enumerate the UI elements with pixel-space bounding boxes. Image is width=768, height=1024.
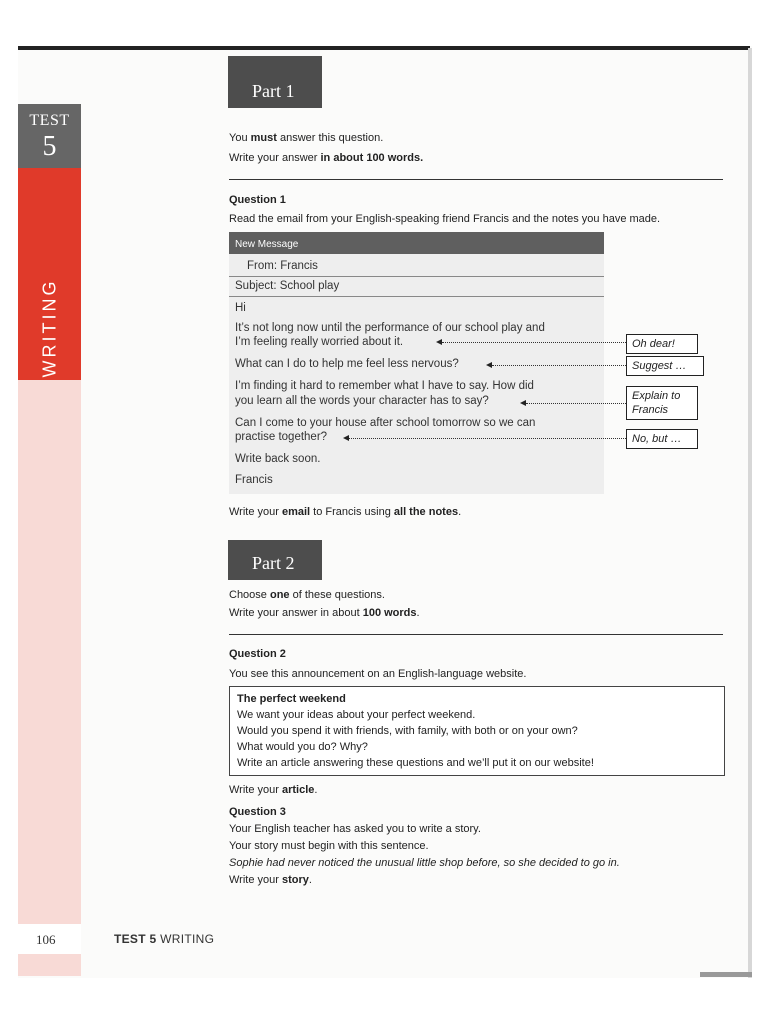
question3-prompt-sentence: Sophie had never noticed the unusual little shop before, so she decided to go in.	[229, 857, 620, 869]
part1-instruction-2: Write your answer in about 100 words.	[229, 152, 424, 164]
announcement-line: Write an article answering these questions and we’ll put it on our website!	[237, 757, 594, 769]
divider	[229, 179, 723, 180]
email-body-line: I’m finding it hard to remember what I have to say. How did	[235, 380, 534, 392]
email-body-line: you learn all the words your character has to say?	[235, 395, 489, 407]
page-corner-shadow	[700, 972, 752, 977]
question1-heading: Question 1	[229, 194, 286, 206]
note-connector	[349, 438, 626, 439]
part1-heading: Part 1	[228, 56, 322, 108]
question3-line: Your story must begin with this sentence.	[229, 840, 429, 852]
email-body-line: It’s not long now until the performance of our school play and	[235, 322, 545, 334]
email-greeting: Hi	[235, 302, 246, 314]
question2-text: You see this announcement on an English-language website.	[229, 668, 527, 680]
note-connector	[442, 342, 626, 343]
question2-heading: Question 2	[229, 648, 286, 660]
email-divider	[229, 276, 604, 277]
announcement-box	[229, 686, 725, 776]
note-no-but: No, but …	[626, 429, 698, 449]
test-label: TEST	[29, 112, 70, 129]
test-tab	[18, 104, 81, 168]
part1-closing: Write your email to Francis using all the notes.	[229, 506, 462, 518]
question1-text: Read the email from your English-speaking friend Francis and the notes you have made.	[229, 213, 661, 225]
divider	[229, 634, 723, 635]
email-body-line: Write back soon.	[235, 453, 321, 465]
page-number: 106	[36, 932, 56, 947]
page-edge-shadow	[748, 48, 752, 978]
email-body-line: practise together?	[235, 431, 328, 443]
email-body-line: What can I do to help me feel less nervous?	[235, 358, 459, 370]
section-label: WRITING	[39, 278, 60, 378]
announcement-line: We want your ideas about your perfect weekend.	[237, 709, 476, 721]
email-divider	[229, 296, 604, 297]
running-footer: TEST 5 WRITING	[114, 932, 215, 946]
email-signoff: Francis	[235, 474, 273, 486]
question2-closing: Write your article.	[229, 784, 318, 796]
part1-instruction-1: You must answer this question.	[229, 132, 384, 144]
question3-closing: Write your story.	[229, 874, 312, 886]
note-connector	[492, 365, 626, 366]
announcement-line: What would you do? Why?	[237, 741, 368, 753]
part2-instruction-1: Choose one of these questions.	[229, 589, 385, 601]
question3-heading: Question 3	[229, 806, 286, 818]
announcement-title: The perfect weekend	[237, 693, 346, 705]
email-header: New Message	[229, 232, 604, 254]
note-oh-dear: Oh dear!	[626, 334, 698, 354]
email-body-line: I’m feeling really worried about it.	[235, 336, 404, 348]
test-number: 5	[42, 131, 57, 162]
question3-line: Your English teacher has asked you to write a story.	[229, 823, 481, 835]
email-window	[229, 232, 604, 494]
top-rule	[18, 46, 750, 50]
email-body-line: Can I come to your house after school tomorrow so we can	[235, 417, 536, 429]
note-connector	[526, 403, 626, 404]
email-subject: Subject: School play	[235, 280, 340, 292]
announcement-line: Would you spend it with friends, with family, with both or on your own?	[237, 725, 578, 737]
note-suggest: Suggest …	[626, 356, 704, 376]
email-from: From: Francis	[247, 260, 318, 272]
part2-heading: Part 2	[228, 540, 322, 580]
note-explain: Explain to Francis	[626, 386, 698, 420]
part2-instruction-2: Write your answer in about 100 words.	[229, 607, 420, 619]
